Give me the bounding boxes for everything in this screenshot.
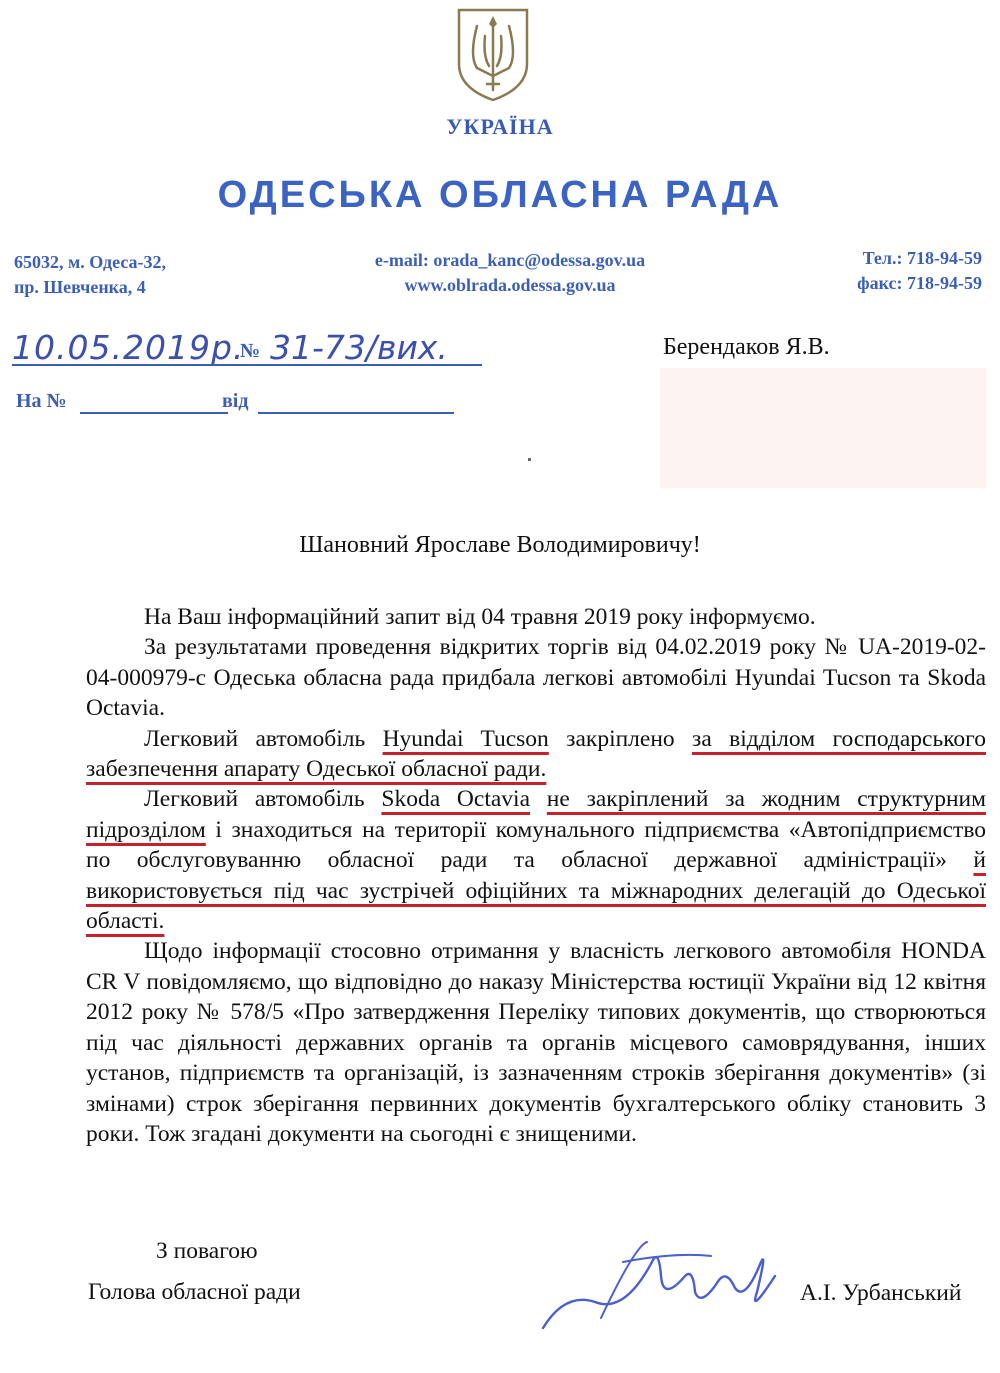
handwritten-signature <box>535 1232 795 1342</box>
text-run: Легковий автомобіль <box>144 725 383 752</box>
address-block <box>14 250 166 300</box>
paragraph <box>86 784 986 936</box>
text-run: Легковий автомобіль <box>144 786 382 813</box>
paragraph: На Ваш інформаційний запит від 04 травня 2019 року інформуємо. <box>144 604 816 630</box>
outgoing-number: 31-73/вих. <box>270 328 448 367</box>
website-text: www.oblrada.odessa.gov.ua <box>404 275 616 295</box>
text-run <box>530 786 547 812</box>
underlined-text: й використовується під час зустрічей офіційних та міжнародних делегацій до Одеської області. <box>86 847 986 935</box>
paragraph: За результатами проведення відкритих торгів від 04.02.2019 року № UA-2019-02-04-000979-с Одеська обласна рада придбала легкові автомобілі Hyundai Tucson та Skoda Octavia. <box>86 634 986 722</box>
reference-line <box>16 390 466 416</box>
text-run: закріплено <box>548 725 693 752</box>
organization-name: ОДЕСЬКА ОБЛАСНА РАДА <box>217 174 783 216</box>
reference-number-blank <box>80 412 228 414</box>
email-text: e-mail: orada_kanc@odessa.gov.ua <box>374 250 646 270</box>
underlined-text: не закріплений за жодним структурним підрозділом <box>86 786 986 843</box>
redacted-address <box>660 368 986 488</box>
registration-line <box>12 328 482 374</box>
salutation: Шановний Ярославе Володимировичу! <box>299 532 701 558</box>
scan-speck <box>528 458 531 461</box>
paragraph <box>86 724 986 785</box>
recipient-name: Берендаков Я.В. <box>663 334 830 360</box>
address-line: пр. Шевченка, 4 <box>14 277 146 297</box>
underlined-text: за відділом господарського забезпечення апарату Одеської обласної ради. <box>86 725 986 783</box>
letter-body <box>86 602 986 1149</box>
closing-phrase: З повагою <box>156 1238 258 1264</box>
text-run: і знаходиться на території комунального підприємства «Автопідприємство по обслуговуванню обласної ради та обласної державної адміністрації» <box>86 816 986 874</box>
signer-name: А.І. Урбанський <box>800 1280 962 1306</box>
country-name: УКРАЇНА <box>446 114 554 139</box>
paragraph: Щодо інформації стосовно отримання у власність легкового автомобіля HONDA CR V повідомляємо, що відповідно до наказу Міністерства юстиції України від 12 квітня 2012 року № 578/5 «Про затвердження Переліку типових документів, що створюються під час діяльності державних органів та органів місцевого самоврядування, інших установ, підприємств та організацій, із зазначенням строків зберігання документів» (зі змінами) строк зберігання первинних документів бухгалтерського обліку становить 3 роки. Тож згадані документи на сьогодні є знищеними. <box>86 938 986 1147</box>
signer-position: Голова обласної ради <box>88 1279 301 1305</box>
registration-underline <box>12 364 482 366</box>
reference-from-label: від <box>222 390 249 412</box>
phone-text: Тел.: 718-94-59 <box>862 248 982 268</box>
phone-block <box>857 246 982 296</box>
number-label: № <box>240 340 261 362</box>
underlined-text: Skoda Octavia <box>381 786 530 813</box>
outgoing-date: 10.05.2019р. <box>12 328 245 367</box>
reference-label: На № <box>16 390 67 412</box>
address-line: 65032, м. Одеса-32, <box>14 252 167 272</box>
underlined-text: Hyundai Tucson <box>382 725 549 752</box>
coat-of-arms-icon <box>455 6 531 102</box>
fax-text: факс: 718-94-59 <box>857 273 982 293</box>
contact-block <box>300 248 720 298</box>
reference-date-blank <box>258 412 454 414</box>
